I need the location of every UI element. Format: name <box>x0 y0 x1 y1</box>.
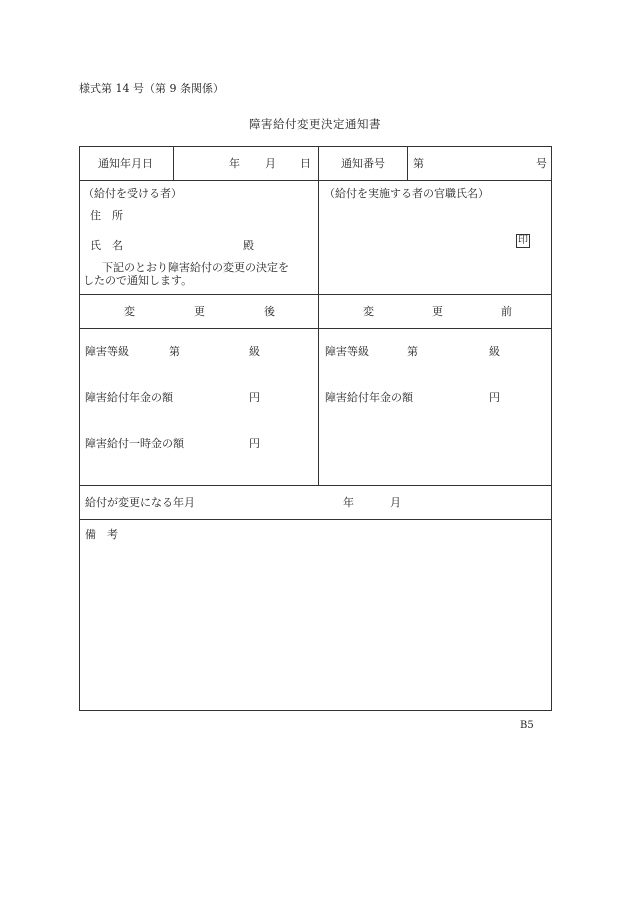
paper-size-code: B5 <box>520 720 534 731</box>
before-pension-label: 障害給付年金の額 <box>325 391 413 404</box>
before-grade-dai: 第 <box>407 345 418 358</box>
row-divider <box>80 519 551 520</box>
column-divider <box>407 147 408 181</box>
after-lump-label: 障害給付一時金の額 <box>85 437 184 450</box>
change-date-label: 給付が変更になる年月 <box>85 496 195 509</box>
after-grade-dai: 第 <box>169 345 180 358</box>
before-header-char: 変 <box>363 305 374 318</box>
seal-mark: 印 <box>518 235 528 246</box>
column-divider <box>318 147 319 486</box>
row-divider <box>80 294 551 295</box>
form-number: 様式第 14 号（第 9 条関係） <box>79 82 224 95</box>
before-header-char: 更 <box>432 305 443 318</box>
before-pension-unit: 円 <box>489 391 500 404</box>
address-label: 住 所 <box>90 209 123 222</box>
name-label: 氏 名 <box>90 239 123 252</box>
before-grade-kyu: 級 <box>489 345 500 358</box>
honorific: 殿 <box>243 239 254 252</box>
after-header-char: 後 <box>264 305 275 318</box>
remarks-label: 備 考 <box>85 528 118 541</box>
notice-number-dai: 第 <box>413 157 424 170</box>
column-divider <box>173 147 174 181</box>
notice-date-label: 通知年月日 <box>98 157 153 170</box>
document-title: 障害給付変更決定通知書 <box>249 117 381 131</box>
notice-message-line1: 下記のとおり障害給付の変更の決定を <box>102 261 289 274</box>
notice-form-table <box>79 146 552 711</box>
notice-date-day: 日 <box>300 157 311 170</box>
notice-number-go: 号 <box>536 157 547 170</box>
after-pension-unit: 円 <box>249 391 260 404</box>
row-divider <box>80 485 551 486</box>
notice-message-line2: したので通知します。 <box>83 274 193 287</box>
before-grade-label: 障害等級 <box>325 345 369 358</box>
notice-date-year: 年 <box>229 157 240 170</box>
after-header-char: 変 <box>124 305 135 318</box>
notice-date-month: 月 <box>265 157 276 170</box>
after-grade-label: 障害等級 <box>85 345 129 358</box>
recipient-heading: （給付を受ける者） <box>83 187 182 200</box>
after-pension-label: 障害給付年金の額 <box>85 391 173 404</box>
provider-heading: （給付を実施する者の官職氏名） <box>324 187 489 200</box>
after-lump-unit: 円 <box>249 437 260 450</box>
change-date-year: 年 <box>343 496 354 509</box>
before-header-char: 前 <box>501 305 512 318</box>
notice-number-label: 通知番号 <box>341 157 385 170</box>
after-header-char: 更 <box>194 305 205 318</box>
row-divider <box>80 328 551 329</box>
row-divider <box>80 180 551 181</box>
after-grade-kyu: 級 <box>249 345 260 358</box>
change-date-month: 月 <box>390 496 401 509</box>
